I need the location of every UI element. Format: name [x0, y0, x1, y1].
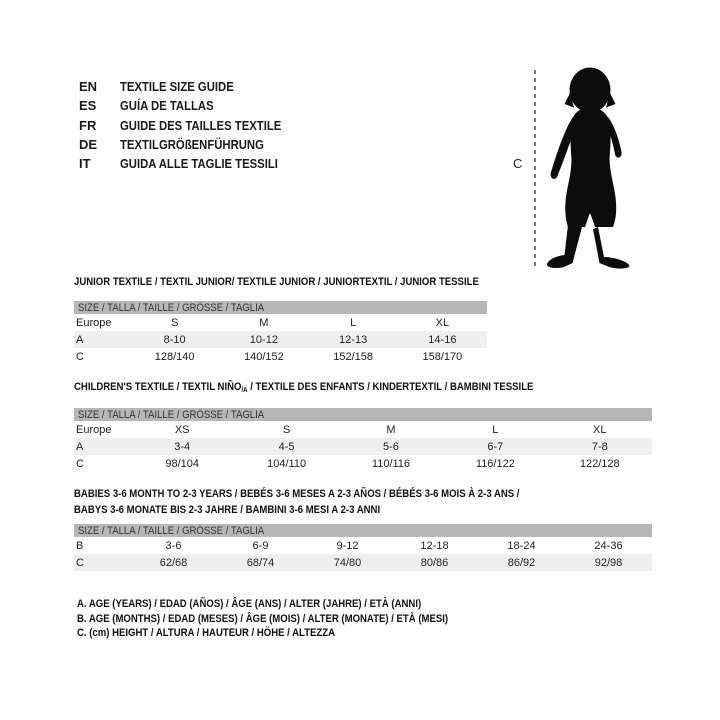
table-title-text: JUNIOR TEXTILE / TEXTIL JUNIOR/ TEXTILE JUNIOR / JUNIORTEXTIL / JUNIOR TESSILE [74, 276, 479, 288]
language-row-es [79, 96, 305, 115]
size-cell: 12-13 [339, 333, 368, 346]
size-cell: S [282, 423, 291, 436]
size-cell: 104/110 [267, 457, 307, 470]
table-row-europe [74, 314, 487, 331]
size-cell: 122/128 [579, 457, 620, 470]
size-cell: 98/104 [165, 457, 200, 470]
size-header-label: SIZE / TALLA / TAILLE / GRÖSSE / TAGLIA [78, 524, 265, 537]
size-cell: 5-6 [383, 440, 399, 453]
title-post: / TEXTILE DES ENFANTS / KINDERTEXTIL / BAMBINI TESSILE [247, 381, 534, 393]
title-line-2 [74, 502, 652, 518]
size-cell: 92/98 [594, 556, 623, 569]
size-cell: L [492, 423, 499, 436]
size-cell: 6-9 [252, 539, 269, 552]
note-text: C. (cm) HEIGHT / ALTURA / HAUTEUR / HÖHE / ALTEZZA [77, 627, 336, 639]
size-cell: 7-8 [591, 440, 608, 453]
row-label: Europe [76, 423, 112, 436]
language-list [79, 77, 305, 173]
junior-textile-section [74, 275, 487, 365]
size-cell: 110/116 [371, 457, 411, 470]
size-cell: 12-18 [420, 539, 449, 552]
size-cell: 140/152 [243, 350, 284, 363]
height-measure-label: C [513, 156, 523, 171]
size-cell: 128/140 [154, 350, 195, 363]
size-header-bar [74, 301, 487, 314]
size-cell: 80/86 [420, 556, 449, 569]
size-header-bar [74, 524, 652, 537]
language-code: FR [79, 117, 97, 133]
size-cell: XS [174, 423, 190, 436]
language-label: TEXTILGRÖßENFÜHRUNG [120, 137, 264, 153]
table-row-months [74, 537, 652, 554]
table-row-age [74, 331, 487, 348]
language-code: IT [79, 156, 91, 172]
row-label: C [76, 350, 84, 363]
babies-size-table [74, 537, 652, 571]
title-line-1-text: BABIES 3-6 MONTH TO 2-3 YEARS / BEBÉS 3-6 MESES A 2-3 AÑOS / BÉBÉS 3-6 MOIS À 2-3 ANS / [74, 488, 520, 500]
row-label: B [76, 539, 84, 552]
size-cell: S [170, 316, 179, 329]
title-line-2-text: BABYS 3-6 MONATE BIS 2-3 JAHRE / BAMBINI 3-6 MESI A 2-3 ANNI [74, 504, 381, 516]
table-title-text [74, 380, 533, 398]
babies-textile-section [74, 486, 652, 571]
height-measure-dashed-line [534, 70, 536, 268]
language-label: GUÍA DE TALLAS [120, 98, 214, 114]
size-cell: 3-4 [174, 440, 191, 453]
size-cell: XL [593, 423, 607, 436]
language-label: TEXTILE SIZE GUIDE [120, 79, 234, 95]
table-row-age [74, 438, 652, 455]
size-cell: M [386, 423, 396, 436]
size-cell: 68/74 [246, 556, 275, 569]
language-row-fr [79, 116, 305, 135]
size-header-bar [74, 408, 652, 421]
language-row-it [79, 154, 305, 173]
table-row-height [74, 455, 652, 472]
note-height-cm [77, 626, 504, 641]
size-cell: XL [435, 316, 450, 329]
legend-notes [77, 597, 504, 641]
row-label: C [76, 556, 84, 569]
size-cell: 9-12 [336, 539, 359, 552]
size-cell: 152/158 [333, 350, 373, 363]
size-cell: 86/92 [507, 556, 536, 569]
row-label: A [76, 440, 84, 453]
language-code: ES [79, 98, 97, 114]
childrens-textile-section [74, 380, 652, 472]
note-text: A. AGE (YEARS) / EDAD (AÑOS) / ÂGE (ANS) / ALTER (JAHRE) / ETÀ (ANNI) [77, 598, 422, 610]
title-subscript: /A [241, 387, 248, 394]
language-code: DE [79, 137, 98, 153]
junior-size-table [74, 314, 487, 365]
size-cell: 158/170 [422, 350, 463, 363]
language-row-en [79, 77, 305, 96]
size-cell: 24-36 [594, 539, 623, 552]
row-label: C [76, 457, 84, 470]
table-title-junior [74, 275, 487, 289]
language-label: GUIDE DES TAILLES TEXTILE [120, 117, 282, 133]
size-cell: 116/122 [475, 457, 515, 470]
size-cell: 74/80 [333, 556, 362, 569]
note-text: B. AGE (MONTHS) / EDAD (MESES) / ÂGE (MOIS) / ALTER (MONATE) / ETÀ (MESI) [77, 612, 449, 625]
size-header-label: SIZE / TALLA / TAILLE / GRÖSSE / TAGLIA [78, 408, 265, 421]
size-cell: 62/68 [159, 556, 188, 569]
table-row-height [74, 554, 652, 571]
size-header-label: SIZE / TALLA / TAILLE / GRÖSSE / TAGLIA [78, 301, 265, 314]
note-age-months [77, 612, 504, 627]
size-cell: 10-12 [249, 333, 278, 346]
size-cell: 14-16 [428, 333, 457, 346]
size-cell: 6-7 [487, 440, 504, 453]
size-cell: 8-10 [163, 333, 186, 346]
note-age-years [77, 597, 504, 612]
title-line-1 [74, 486, 652, 502]
language-row-de [79, 135, 305, 154]
table-row-height [74, 348, 487, 365]
title-pre: CHILDREN'S TEXTILE / TEXTIL NIÑO [74, 381, 242, 393]
children-size-table [74, 421, 652, 472]
size-cell: M [259, 316, 269, 329]
table-title-children [74, 380, 652, 394]
table-row-europe [74, 421, 652, 438]
size-cell: 4-5 [278, 440, 295, 453]
table-title-babies [74, 486, 652, 518]
size-cell: 18-24 [507, 539, 536, 552]
row-label: Europe [76, 316, 112, 329]
language-label: GUIDA ALLE TAGLIE TESSILI [120, 156, 278, 172]
row-label: A [76, 333, 84, 346]
size-cell: L [350, 316, 357, 329]
language-code: EN [79, 79, 98, 95]
size-cell: 3-6 [165, 539, 182, 552]
toddler-silhouette [543, 67, 635, 269]
